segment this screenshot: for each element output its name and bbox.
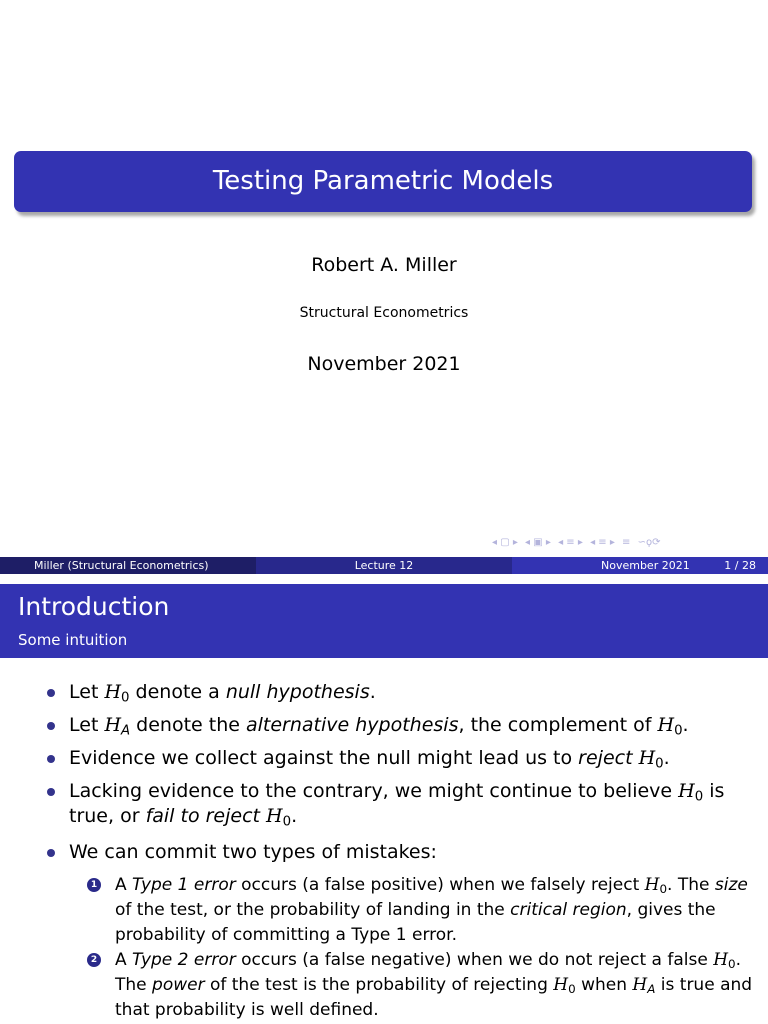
nav-search-icon[interactable]: ∽ϙ⟳ (637, 537, 661, 548)
bullet-icon (47, 849, 55, 857)
nav-frame-icon[interactable]: ◂ ▣ ▸ (525, 537, 551, 548)
number-badge: 2 (87, 953, 101, 967)
footer-lecture: Lecture 12 (256, 557, 512, 574)
list-item: We can commit two types of mistakes: (69, 840, 749, 865)
number-badge: 1 (87, 878, 101, 892)
nav-section-icon[interactable]: ◂ ≡ ▸ (558, 537, 583, 548)
list-item: Lacking evidence to the contrary, we might continue to believe $H_0$ is true, or fail to reject $H_0$. (69, 779, 749, 829)
nav-subsection-icon[interactable]: ◂ ≡ ▸ (590, 537, 615, 548)
footline (0, 557, 768, 574)
frame-title: Introduction (18, 592, 170, 621)
beamer-navigation[interactable] (492, 537, 665, 548)
bullet-icon (47, 689, 55, 697)
bullet-icon (47, 755, 55, 763)
institute: Structural Econometrics (299, 305, 469, 321)
footer-date: November 2021 (601, 559, 690, 572)
presentation-date: November 2021 (307, 353, 461, 375)
slide-title: Testing Parametric Models (14, 151, 752, 212)
bullet-icon (47, 722, 55, 730)
sublist-item: 2 A Type 2 error occurs (a false negative) when we do not reject a false $H_0$. The power of the test is the probability of rejecting $H_0$ when $H_A$ is true and that probability is well defined. (115, 948, 755, 1023)
bullet-icon (47, 788, 55, 796)
list-item: Let $H_0$ denote a null hypothesis. (69, 680, 749, 705)
author: Robert A. Miller (311, 254, 457, 276)
page-number: 1 / 28 (724, 559, 756, 572)
frame-subtitle: Some intuition (18, 631, 128, 649)
list-item: Let $H_A$ denote the alternative hypothesis, the complement of $H_0$. (69, 713, 749, 738)
footer-author: Miller (Structural Econometrics) (34, 559, 209, 572)
sublist-item: 1 A Type 1 error occurs (a false positive) when we falsely reject $H_0$. The size of the test, or the probability of landing in the critical region, gives the probability of committing a Type 1 error. (115, 873, 755, 948)
list-item: Evidence we collect against the null might lead us to reject $H_0$. (69, 746, 749, 771)
nav-left-icon[interactable]: ◂ ▢ ▸ (492, 537, 518, 548)
frame-title-bar (0, 584, 768, 658)
nav-outline-icon[interactable]: ≡ (622, 537, 631, 548)
